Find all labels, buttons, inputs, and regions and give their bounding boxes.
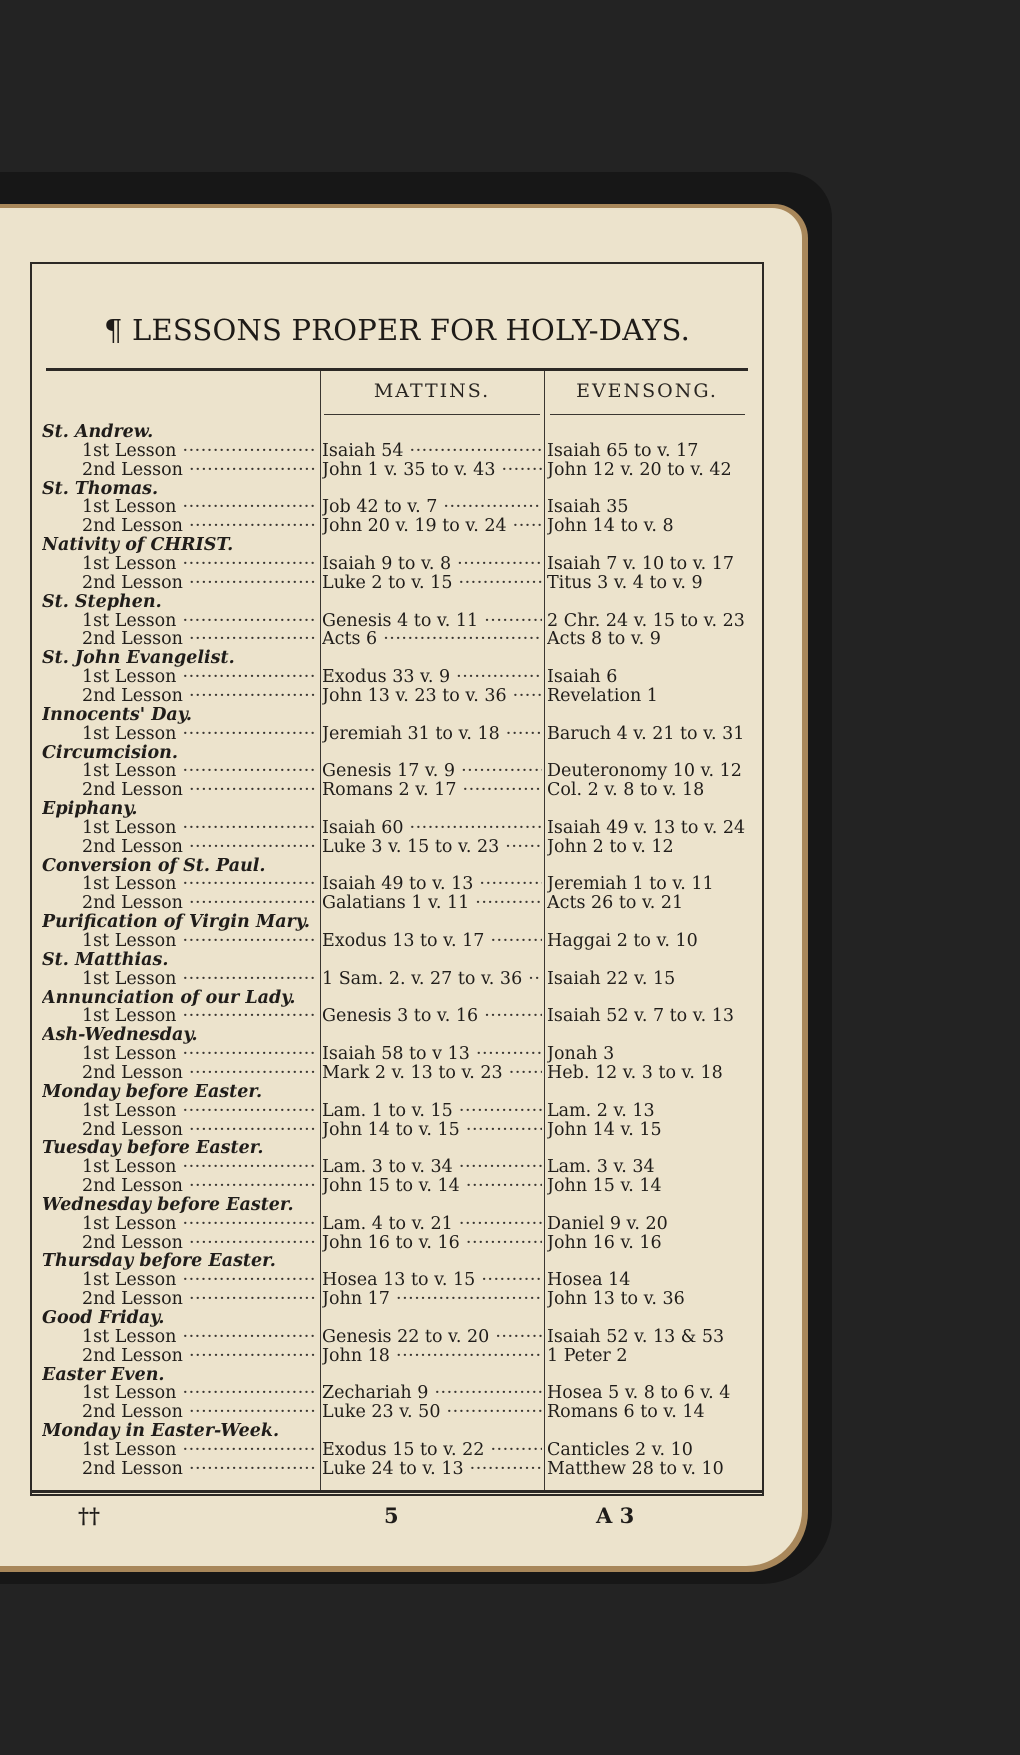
evensong-reading: 1 Peter 2 [547,1346,628,1365]
lesson-label: 2nd Lesson ····· [82,781,316,799]
lesson-row [0,442,802,460]
holy-day-heading [0,480,802,498]
lesson-row [0,1328,802,1346]
holy-day-name: Wednesday before Easter. [42,1195,294,1214]
lesson-label: 1st Lesson ····· [82,1328,316,1346]
lesson-label: 2nd Lesson ····· [82,1121,316,1139]
lesson-row [0,668,802,686]
mattins-reading: Isaiah 60 ····· [322,819,542,837]
evensong-reading: Baruch 4 v. 21 to v. 31 [547,724,745,743]
lesson-label: 1st Lesson ····· [82,970,316,988]
lesson-row [0,1177,802,1195]
lesson-label: 2nd Lesson ····· [82,1403,316,1421]
mattins-reading: Luke 23 v. 50 ····· [322,1403,542,1421]
evensong-reading: John 14 to v. 8 [547,517,674,536]
mattins-reading: John 15 to v. 14 ····· [322,1177,542,1195]
evensong-reading: Isaiah 49 v. 13 to v. 24 [547,818,746,837]
lesson-label: 2nd Lesson ····· [82,517,316,535]
page-number: 5 [384,1503,399,1528]
mattins-reading: Exodus 13 to v. 17 ····· [322,932,542,950]
lesson-row [0,1102,802,1120]
holy-day-heading [0,1252,802,1270]
holy-day-heading [0,744,802,762]
evensong-reading: Deuteronomy 10 v. 12 [547,762,742,781]
column-header-mattins: MATTINS. [373,380,491,402]
holy-day-heading [0,989,802,1007]
holy-day-heading [0,1422,802,1440]
holy-day-heading [0,951,802,969]
lesson-row [0,1158,802,1176]
mattins-reading: Isaiah 54 ····· [322,442,542,460]
lesson-label: 2nd Lesson ····· [82,461,316,479]
holy-day-name: Purification of Virgin Mary. [42,913,311,932]
lesson-row [0,461,802,479]
mattins-reading: John 1 v. 35 to v. 43 ····· [322,461,542,479]
evensong-reading: John 15 v. 14 [547,1177,662,1195]
holy-day-name: Good Friday. [42,1309,165,1327]
lesson-label: 1st Lesson ····· [82,1045,316,1063]
lesson-row [0,1347,802,1365]
mattins-reading: Mark 2 v. 13 to v. 23 ····· [322,1064,542,1082]
header-rule-evensong [550,414,745,415]
lesson-row [0,970,802,988]
page-title: ¶ LESSONS PROPER FOR HOLY-DAYS. [103,313,690,347]
lesson-row [0,1121,802,1139]
lesson-label: 2nd Lesson ····· [82,1234,316,1252]
holy-day-heading [0,536,802,554]
lesson-label: 1st Lesson ····· [82,1007,316,1025]
holy-day-heading [0,1366,802,1384]
lesson-label: 1st Lesson ····· [82,932,316,950]
evensong-reading: John 16 v. 16 [547,1233,662,1252]
mattins-reading: John 13 v. 23 to v. 36 ····· [322,687,542,705]
holy-day-name: St. Thomas. [42,479,159,498]
lesson-row [0,1441,802,1459]
holy-day-heading [0,706,802,724]
mattins-reading: Isaiah 58 to v 13 ····· [322,1045,542,1063]
evensong-reading: 2 Chr. 24 v. 15 to v. 23 [547,611,745,630]
lesson-label: 1st Lesson ····· [82,1271,316,1289]
evensong-reading: John 2 to v. 12 [547,837,674,856]
lesson-row [0,1064,802,1082]
lesson-row [0,932,802,950]
mattins-reading: Job 42 to v. 7 ····· [322,498,542,516]
lesson-label: 1st Lesson ····· [82,819,316,837]
mattins-reading: Acts 6 ····· [322,630,542,648]
evensong-reading: Hosea 14 [547,1271,631,1290]
lesson-row [0,574,802,592]
lesson-label: 1st Lesson ····· [82,668,316,686]
holy-day-name: Innocents' Day. [42,705,192,724]
mattins-reading: Luke 24 to v. 13 ····· [322,1460,542,1478]
holy-day-name: Conversion of St. Paul. [42,856,266,875]
mattins-reading: Luke 3 v. 15 to v. 23 ····· [322,838,542,856]
holy-day-heading [0,593,802,611]
lesson-row [0,555,802,573]
evensong-reading: Haggai 2 to v. 10 [547,932,698,950]
mattins-reading: Zechariah 9 ····· [322,1384,542,1402]
evensong-reading: John 14 v. 15 [547,1120,662,1139]
holy-day-heading [0,1309,802,1327]
holy-day-heading [0,423,802,441]
mattins-reading: Luke 2 to v. 15 ····· [322,574,542,592]
mattins-reading: John 14 to v. 15 ····· [322,1121,542,1139]
holy-day-name: Epiphany. [42,800,138,818]
lesson-row [0,498,802,516]
lesson-row [0,687,802,705]
lesson-label: 2nd Lesson ····· [82,838,316,856]
footer-rule [30,1490,764,1493]
lesson-label: 1st Lesson ····· [82,1384,316,1402]
lesson-row [0,630,802,648]
holy-day-name: Easter Even. [42,1365,165,1384]
holy-day-name: St. John Evangelist. [42,649,235,668]
mattins-reading: Hosea 13 to v. 15 ····· [322,1271,542,1289]
lesson-label: 1st Lesson ····· [82,725,316,743]
holy-day-heading [0,1196,802,1214]
holy-day-heading [0,649,802,667]
lesson-label: 1st Lesson ····· [82,1215,316,1233]
holy-day-heading [0,1083,802,1101]
lesson-label: 2nd Lesson ····· [82,1064,316,1082]
holy-day-heading [0,1026,802,1044]
evensong-reading: Hosea 5 v. 8 to 6 v. 4 [547,1384,731,1403]
holy-day-name: Monday in Easter-Week. [42,1422,280,1441]
holy-day-name: Annunciation of our Lady. [42,988,296,1007]
evensong-reading: Acts 8 to v. 9 [547,630,661,649]
holy-day-name: Monday before Easter. [42,1082,263,1101]
holy-day-name: St. Matthias. [42,950,169,969]
evensong-reading: Revelation 1 [547,686,658,705]
mattins-reading: John 17 ····· [322,1290,542,1308]
lesson-row [0,1384,802,1402]
evensong-reading: Canticles 2 v. 10 [547,1440,693,1459]
evensong-reading: Romans 6 to v. 14 [547,1403,705,1422]
mattins-reading: John 18 ····· [322,1347,542,1365]
lesson-row [0,1007,802,1025]
mattins-reading: Lam. 1 to v. 15 ····· [322,1102,542,1120]
mattins-reading: Galatians 1 v. 11 ····· [322,894,542,912]
mattins-reading: Exodus 33 v. 9 ····· [322,668,542,686]
lesson-label: 1st Lesson ····· [82,442,316,460]
holy-day-name: Thursday before Easter. [42,1252,276,1271]
lesson-label: 1st Lesson ····· [82,762,316,780]
lesson-label: 2nd Lesson ····· [82,894,316,912]
evensong-reading: Isaiah 6 [547,668,618,686]
lesson-label: 2nd Lesson ····· [82,630,316,648]
lesson-label: 2nd Lesson ····· [82,1177,316,1195]
mattins-reading: Lam. 4 to v. 21 ····· [322,1215,542,1233]
lesson-row [0,612,802,630]
lesson-label: 2nd Lesson ····· [82,574,316,592]
lesson-label: 1st Lesson ····· [82,1102,316,1120]
mattins-reading: Isaiah 9 to v. 8 ····· [322,555,542,573]
lesson-row [0,725,802,743]
evensong-reading: Isaiah 7 v. 10 to v. 17 [547,555,734,573]
footer-signature-marks: †† [78,1503,100,1528]
evensong-reading: Isaiah 52 v. 7 to v. 13 [547,1007,734,1026]
mattins-reading: Jeremiah 31 to v. 18 ····· [322,725,542,743]
evensong-reading: Lam. 2 v. 13 [547,1101,655,1120]
lesson-row [0,894,802,912]
lesson-label: 2nd Lesson ····· [82,1290,316,1308]
evensong-reading: Isaiah 22 v. 15 [547,969,676,988]
evensong-reading: John 13 to v. 36 [547,1290,685,1309]
lesson-row [0,819,802,837]
header-rule-mattins [324,414,540,415]
mattins-reading: 1 Sam. 2. v. 27 to v. 36 ····· [322,970,542,988]
holy-day-name: Ash-Wednesday. [42,1026,198,1045]
lesson-row [0,781,802,799]
holy-day-heading [0,1139,802,1157]
mattins-reading: Genesis 17 v. 9 ····· [322,762,542,780]
evensong-reading: Jonah 3 [547,1045,615,1064]
lesson-label: 1st Lesson ····· [82,555,316,573]
lesson-row [0,1290,802,1308]
holy-day-heading [0,800,802,818]
signature-mark: A 3 [596,1503,635,1528]
lesson-row [0,762,802,780]
lesson-label: 1st Lesson ····· [82,1441,316,1459]
lesson-label: 1st Lesson ····· [82,612,316,630]
evensong-reading: Isaiah 52 v. 13 & 53 [547,1327,725,1346]
mattins-reading: Genesis 22 to v. 20 ····· [322,1328,542,1346]
evensong-reading: Heb. 12 v. 3 to v. 18 [547,1063,723,1082]
holy-day-name: Nativity of CHRIST. [42,536,234,555]
evensong-reading: Matthew 28 to v. 10 [547,1459,724,1478]
mattins-reading: Romans 2 v. 17 ····· [322,781,542,799]
lesson-label: 1st Lesson ····· [82,875,316,893]
holy-day-name: Tuesday before Easter. [42,1139,264,1158]
lesson-row [0,1271,802,1289]
holy-day-heading [0,913,802,931]
lesson-label: 1st Lesson ····· [82,498,316,516]
evensong-reading: Lam. 3 v. 34 [547,1158,655,1177]
mattins-reading: John 20 v. 19 to v. 24 ····· [322,517,542,535]
evensong-reading: Isaiah 65 to v. 17 [547,441,699,460]
mattins-reading: Isaiah 49 to v. 13 ····· [322,875,542,893]
holy-day-name: Circumcision. [42,743,178,762]
lesson-label: 2nd Lesson ····· [82,1347,316,1365]
evensong-reading: Isaiah 35 [547,498,629,517]
lesson-row [0,838,802,856]
evensong-reading: Titus 3 v. 4 to v. 9 [547,573,703,592]
lesson-label: 1st Lesson ····· [82,1158,316,1176]
lesson-row [0,1234,802,1252]
holy-day-heading [0,857,802,875]
evensong-reading: John 12 v. 20 to v. 42 [547,460,732,479]
lesson-label: 2nd Lesson ····· [82,687,316,705]
evensong-reading: Jeremiah 1 to v. 11 [547,875,714,894]
mattins-reading: Genesis 3 to v. 16 ····· [322,1007,542,1025]
lesson-row [0,875,802,893]
column-header-evensong: EVENSONG. [576,380,718,402]
holy-day-name: St. Andrew. [42,423,154,441]
lesson-row [0,1215,802,1233]
mattins-reading: Genesis 4 to v. 11 ····· [322,612,542,630]
lesson-row [0,1460,802,1478]
evensong-reading: Col. 2 v. 8 to v. 18 [547,781,705,800]
evensong-reading: Daniel 9 v. 20 [547,1214,668,1233]
holy-day-name: St. Stephen. [42,592,162,611]
evensong-reading: Acts 26 to v. 21 [547,894,684,913]
lesson-label: 2nd Lesson ····· [82,1460,316,1478]
mattins-reading: John 16 to v. 16 ····· [322,1234,542,1252]
lesson-row [0,1403,802,1421]
title-rule [46,368,748,371]
lesson-row [0,1045,802,1063]
mattins-reading: Exodus 15 to v. 22 ····· [322,1441,542,1459]
mattins-reading: Lam. 3 to v. 34 ····· [322,1158,542,1176]
lesson-row [0,517,802,535]
